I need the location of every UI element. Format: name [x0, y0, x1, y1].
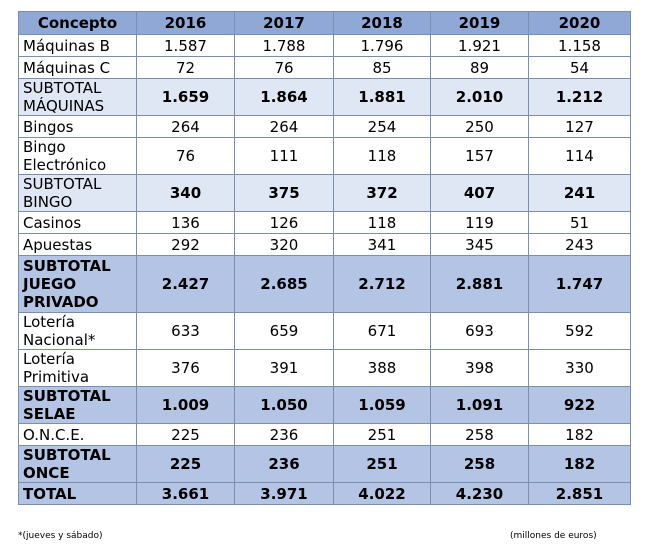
cell-2020: 182	[529, 446, 631, 483]
table-row	[19, 387, 631, 424]
row-label: SUBTOTAL BINGO	[19, 175, 137, 212]
cell-2017: 375	[235, 175, 334, 212]
header-2020: 2020	[529, 12, 631, 35]
cell-2016: 72	[137, 57, 235, 79]
cell-2019: 2.881	[431, 256, 529, 313]
cell-2017: 1.050	[235, 387, 334, 424]
cell-2019: 4.230	[431, 483, 529, 505]
table-row	[19, 424, 631, 446]
table-header-row	[19, 12, 631, 35]
cell-2018: 1.881	[334, 79, 431, 116]
cell-2020: 127	[529, 116, 631, 138]
cell-2020: 243	[529, 234, 631, 256]
cell-2016: 264	[137, 116, 235, 138]
row-label: Máquinas B	[19, 35, 137, 57]
header-2018: 2018	[334, 12, 431, 35]
cell-2019: 693	[431, 313, 529, 350]
table-row	[19, 175, 631, 212]
table-row	[19, 313, 631, 350]
row-label: Máquinas C	[19, 57, 137, 79]
cell-2019: 250	[431, 116, 529, 138]
cell-2016: 1.587	[137, 35, 235, 57]
cell-2019: 258	[431, 446, 529, 483]
table-row	[19, 446, 631, 483]
table-row	[19, 256, 631, 313]
cell-2018: 1.059	[334, 387, 431, 424]
header-2019: 2019	[431, 12, 529, 35]
cell-2020: 1.158	[529, 35, 631, 57]
table-body	[19, 35, 631, 505]
table-row	[19, 483, 631, 505]
cell-2016: 136	[137, 212, 235, 234]
table-row	[19, 212, 631, 234]
cell-2019: 398	[431, 350, 529, 387]
cell-2018: 118	[334, 138, 431, 175]
table-row	[19, 350, 631, 387]
cell-2017: 111	[235, 138, 334, 175]
cell-2017: 391	[235, 350, 334, 387]
table-row	[19, 138, 631, 175]
cell-2017: 659	[235, 313, 334, 350]
cell-2020: 1.747	[529, 256, 631, 313]
row-label: Apuestas	[19, 234, 137, 256]
cell-2020: 922	[529, 387, 631, 424]
cell-2018: 671	[334, 313, 431, 350]
cell-2017: 1.864	[235, 79, 334, 116]
cell-2018: 254	[334, 116, 431, 138]
cell-2016: 376	[137, 350, 235, 387]
cell-2020: 2.851	[529, 483, 631, 505]
row-label: SUBTOTAL JUEGO PRIVADO	[19, 256, 137, 313]
header-concepto: Concepto	[19, 12, 137, 35]
row-label: Lotería Primitiva	[19, 350, 137, 387]
cell-2020: 114	[529, 138, 631, 175]
cell-2020: 182	[529, 424, 631, 446]
row-label: Casinos	[19, 212, 137, 234]
row-label: TOTAL	[19, 483, 137, 505]
cell-2016: 1.009	[137, 387, 235, 424]
cell-2017: 126	[235, 212, 334, 234]
cell-2018: 1.796	[334, 35, 431, 57]
cell-2016: 3.661	[137, 483, 235, 505]
table-row	[19, 234, 631, 256]
cell-2018: 85	[334, 57, 431, 79]
cell-2016: 76	[137, 138, 235, 175]
row-label: SUBTOTAL SELAE	[19, 387, 137, 424]
row-label: O.N.C.E.	[19, 424, 137, 446]
cell-2018: 251	[334, 446, 431, 483]
cell-2017: 236	[235, 446, 334, 483]
cell-2017: 236	[235, 424, 334, 446]
cell-2018: 2.712	[334, 256, 431, 313]
cell-2017: 3.971	[235, 483, 334, 505]
cell-2016: 225	[137, 424, 235, 446]
cell-2016: 340	[137, 175, 235, 212]
header-2016: 2016	[137, 12, 235, 35]
cell-2016: 1.659	[137, 79, 235, 116]
cell-2019: 2.010	[431, 79, 529, 116]
table-row	[19, 57, 631, 79]
row-label: SUBTOTAL ONCE	[19, 446, 137, 483]
footnote-units: (millones de euros)	[510, 531, 597, 541]
cell-2019: 89	[431, 57, 529, 79]
cell-2018: 4.022	[334, 483, 431, 505]
row-label: Lotería Nacional*	[19, 313, 137, 350]
table-row	[19, 79, 631, 116]
cell-2020: 592	[529, 313, 631, 350]
row-label: Bingos	[19, 116, 137, 138]
row-label: Bingo Electrónico	[19, 138, 137, 175]
row-label: SUBTOTAL MÁQUINAS	[19, 79, 137, 116]
cell-2019: 119	[431, 212, 529, 234]
cell-2020: 51	[529, 212, 631, 234]
cell-2019: 1.921	[431, 35, 529, 57]
cell-2018: 388	[334, 350, 431, 387]
cell-2018: 372	[334, 175, 431, 212]
cell-2018: 251	[334, 424, 431, 446]
footnote-days: *(jueves y sábado)	[18, 531, 103, 541]
cell-2020: 1.212	[529, 79, 631, 116]
cell-2017: 2.685	[235, 256, 334, 313]
cell-2018: 341	[334, 234, 431, 256]
cell-2020: 54	[529, 57, 631, 79]
gaming-revenue-table	[18, 11, 631, 505]
cell-2019: 345	[431, 234, 529, 256]
cell-2017: 264	[235, 116, 334, 138]
cell-2017: 1.788	[235, 35, 334, 57]
table-row	[19, 35, 631, 57]
cell-2020: 241	[529, 175, 631, 212]
table-row	[19, 116, 631, 138]
cell-2017: 320	[235, 234, 334, 256]
cell-2016: 225	[137, 446, 235, 483]
cell-2018: 118	[334, 212, 431, 234]
cell-2019: 157	[431, 138, 529, 175]
cell-2019: 407	[431, 175, 529, 212]
cell-2020: 330	[529, 350, 631, 387]
cell-2019: 258	[431, 424, 529, 446]
cell-2016: 633	[137, 313, 235, 350]
cell-2019: 1.091	[431, 387, 529, 424]
header-2017: 2017	[235, 12, 334, 35]
cell-2016: 2.427	[137, 256, 235, 313]
cell-2017: 76	[235, 57, 334, 79]
cell-2016: 292	[137, 234, 235, 256]
